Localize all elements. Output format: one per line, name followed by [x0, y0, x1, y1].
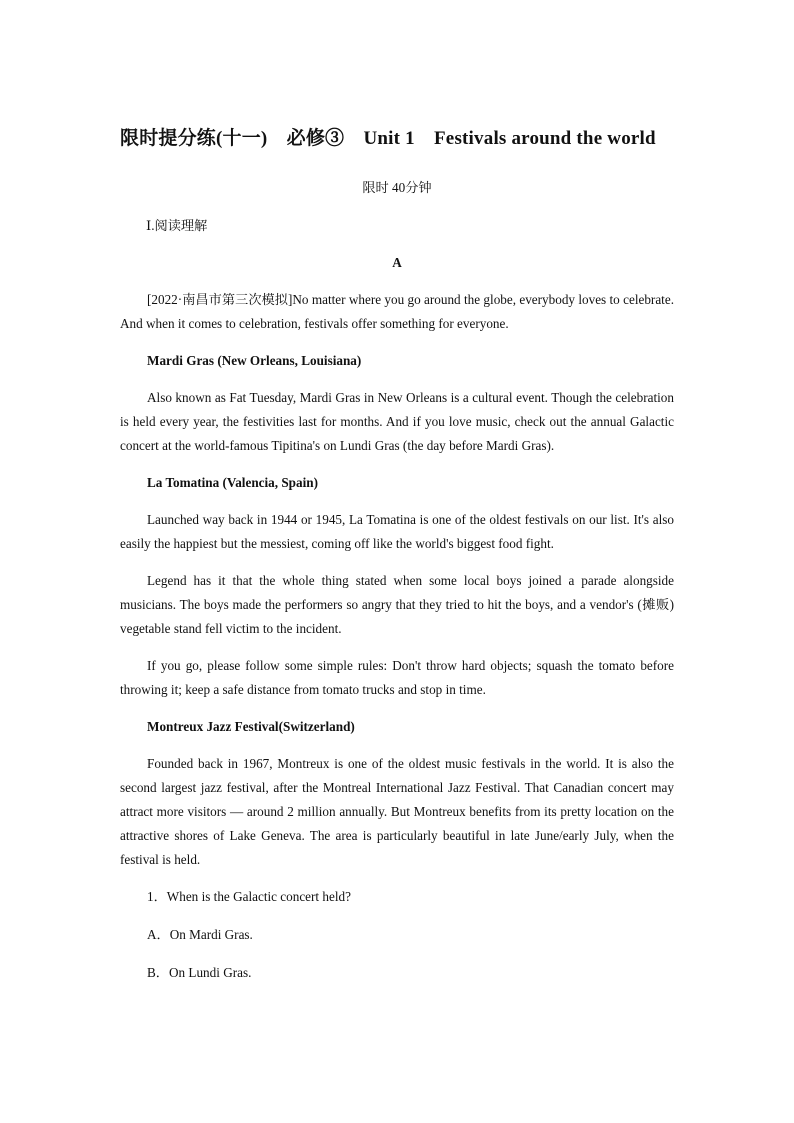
festival-paragraph: Also known as Fat Tuesday, Mardi Gras in New Orleans is a cultural event. Though the celebration is held every year, the festivities last for months. And if you love music, check out the annual Galactic concert at the world-famous Tipitina's on Lundi Gras (the day before Mardi Gras). — [120, 390, 674, 453]
passage-intro: [2022·南昌市第三次模拟]No matter where you go around the globe, everybody loves to celebrate. And when it comes to celebration, festivals offer something for everyone. — [120, 292, 674, 331]
section-heading: Ⅰ.阅读理解 — [146, 218, 208, 233]
page-title: 限时提分练(十一) 必修③ Unit 1 Festivals around the world — [120, 128, 656, 149]
answer-option: B．On Lundi Gras. — [147, 965, 252, 980]
festival-place: (Valencia, Spain) — [222, 475, 319, 490]
time-limit: 限时 40分钟 — [362, 180, 432, 195]
festival-heading — [120, 349, 674, 373]
festival-paragraph: Launched way back in 1944 or 1945, La Tomatina is one of the oldest festivals on our list. It's also easily the happiest but the messiest, coming off like the world's biggest food fight. — [120, 512, 674, 551]
festival-name: La Tomatina — [147, 475, 220, 490]
festival-heading — [120, 715, 674, 739]
question-stem: 1．When is the Galactic concert held? — [147, 889, 351, 904]
festival-name: Montreux Jazz Festival — [147, 719, 279, 734]
passage-letter: A — [392, 255, 402, 270]
festival-place: (New Orleans, Louisiana) — [217, 353, 362, 368]
festival-place: (Switzerland) — [278, 719, 355, 734]
answer-option: A．On Mardi Gras. — [147, 927, 253, 942]
festival-heading — [120, 471, 674, 495]
document-page — [120, 118, 674, 985]
festival-name: Mardi Gras — [147, 353, 215, 368]
festival-paragraph: Founded back in 1967, Montreux is one of the oldest music festivals in the world. It is also the second largest jazz festival, after the Montreal International Jazz Festival. That Canadian concert may attract more visitors — around 2 million annually. But Montreux benefits from its pretty location on the attractive shores of Lake Geneva. The area is particularly beautiful in late June/early July, when the festival is held. — [120, 756, 674, 867]
festival-paragraph: If you go, please follow some simple rules: Don't throw hard objects; squash the tomato before throwing it; keep a safe distance from tomato trucks and stop in time. — [120, 658, 674, 697]
festival-paragraph: Legend has it that the whole thing stated when some local boys joined a parade alongside musicians. The boys made the performers so angry that they tried to hit the boys, and a vendor's (摊贩) vegetable stand fell victim to the incident. — [120, 573, 674, 636]
